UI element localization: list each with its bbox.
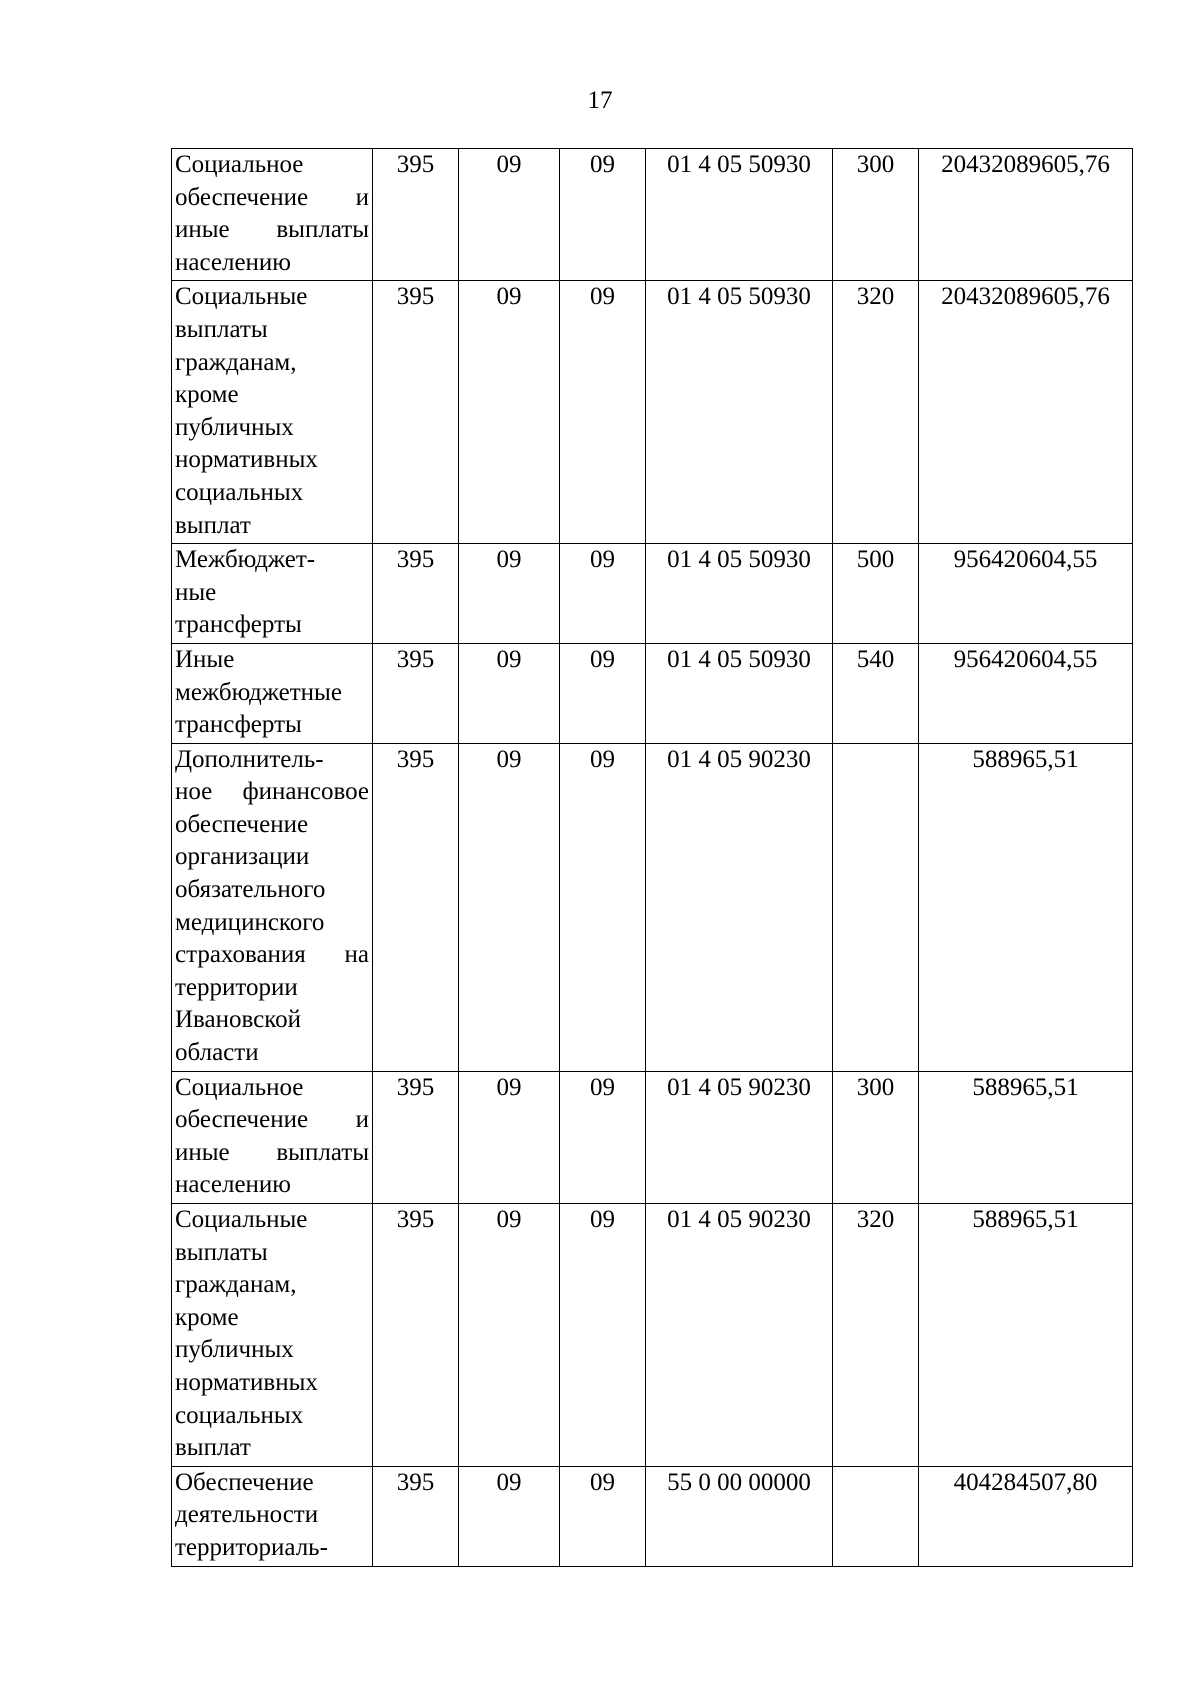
- amount-cell: 956420604,55: [919, 643, 1133, 743]
- item-name-line: кроме: [175, 1303, 239, 1331]
- item-name-cell: [172, 1204, 373, 1467]
- item-name-line: обеспечение: [175, 810, 309, 838]
- table-body: [172, 149, 1133, 1567]
- table-row: [172, 743, 1133, 1071]
- item-name-line: выплаты: [175, 315, 268, 343]
- table-row: [172, 149, 1133, 281]
- subsection-code-cell: 09: [560, 149, 646, 281]
- subsection-code-cell: 09: [560, 643, 646, 743]
- item-name-line: ное финансовое: [175, 778, 369, 806]
- item-name-cell: [172, 149, 373, 281]
- item-name-line: Иные: [175, 645, 235, 673]
- item-name-cell: [172, 1071, 373, 1203]
- amount-cell: 588965,51: [919, 1071, 1133, 1203]
- item-name-line: трансферты: [175, 611, 302, 639]
- expense-type-cell: 320: [833, 1204, 919, 1467]
- item-name-line: межбюджетные: [175, 678, 342, 706]
- item-name-line: территориаль-: [175, 1533, 328, 1561]
- item-name-line: медицинского: [175, 908, 325, 936]
- table-row: [172, 643, 1133, 743]
- section-code-cell: 09: [459, 743, 560, 1071]
- expense-type-cell: 300: [833, 149, 919, 281]
- item-name-line: Социальное: [175, 151, 304, 178]
- item-name-line: публичных: [175, 413, 294, 441]
- item-name-line: нормативных: [175, 446, 318, 474]
- expense-type-cell: [833, 743, 919, 1071]
- item-name-line: кроме: [175, 381, 239, 409]
- subsection-code-cell: 09: [560, 1071, 646, 1203]
- item-name-cell: [172, 281, 373, 544]
- item-name-line: выплаты: [175, 1238, 268, 1266]
- amount-cell: 20432089605,76: [919, 281, 1133, 544]
- target-article-cell: 01 4 05 50930: [646, 544, 833, 644]
- item-name-line: населению: [175, 1171, 291, 1199]
- item-name-line: деятельности: [175, 1501, 319, 1529]
- admin-code-cell: 395: [373, 544, 459, 644]
- section-code-cell: 09: [459, 1071, 560, 1203]
- target-article-cell: 01 4 05 90230: [646, 743, 833, 1071]
- item-name-line: выплат: [175, 1434, 251, 1462]
- section-code-cell: 09: [459, 1466, 560, 1566]
- amount-cell: 404284507,80: [919, 1466, 1133, 1566]
- admin-code-cell: 395: [373, 743, 459, 1071]
- item-name-cell: [172, 743, 373, 1071]
- expense-type-cell: 500: [833, 544, 919, 644]
- table-row: [172, 544, 1133, 644]
- expense-type-cell: 300: [833, 1071, 919, 1203]
- item-name-cell: [172, 643, 373, 743]
- section-code-cell: 09: [459, 149, 560, 281]
- target-article-cell: 01 4 05 90230: [646, 1204, 833, 1467]
- section-code-cell: 09: [459, 281, 560, 544]
- section-code-cell: 09: [459, 1204, 560, 1467]
- amount-cell: 956420604,55: [919, 544, 1133, 644]
- item-name-line: Социальные: [175, 283, 308, 311]
- item-name-line: области: [175, 1039, 259, 1067]
- item-name-line: гражданам,: [175, 348, 297, 376]
- item-name-line: трансферты: [175, 711, 302, 739]
- item-name-line: обязательного: [175, 876, 326, 904]
- item-name-line: обеспечение и: [175, 1106, 369, 1134]
- item-name-cell: [172, 544, 373, 644]
- subsection-code-cell: 09: [560, 544, 646, 644]
- item-name-line: обеспечение и: [175, 183, 369, 211]
- item-name-line: социальных: [175, 1401, 304, 1429]
- item-name-line: территории: [175, 973, 298, 1001]
- target-article-cell: 01 4 05 90230: [646, 1071, 833, 1203]
- table-row: [172, 1204, 1133, 1467]
- expense-type-cell: 320: [833, 281, 919, 544]
- expense-type-cell: 540: [833, 643, 919, 743]
- item-name-line: Социальные: [175, 1206, 308, 1233]
- subsection-code-cell: 09: [560, 1204, 646, 1467]
- item-name-line: нормативных: [175, 1368, 318, 1396]
- admin-code-cell: 395: [373, 1204, 459, 1467]
- item-name-line: Межбюджет-: [175, 546, 316, 574]
- item-name-line: населению: [175, 248, 291, 276]
- target-article-cell: 01 4 05 50930: [646, 149, 833, 281]
- item-name-line: социальных: [175, 478, 304, 506]
- item-name-line: выплат: [175, 511, 251, 539]
- target-article-cell: 01 4 05 50930: [646, 643, 833, 743]
- item-name-line: организации: [175, 843, 310, 871]
- subsection-code-cell: 09: [560, 1466, 646, 1566]
- item-name-line: иные выплаты: [175, 216, 369, 244]
- item-name-line: Дополнитель-: [175, 745, 324, 773]
- target-article-cell: 55 0 00 00000: [646, 1466, 833, 1566]
- item-name-line: Обеспечение: [175, 1468, 314, 1496]
- table-row: [172, 1071, 1133, 1203]
- section-code-cell: 09: [459, 544, 560, 644]
- admin-code-cell: 395: [373, 1466, 459, 1566]
- amount-cell: 20432089605,76: [919, 149, 1133, 281]
- admin-code-cell: 395: [373, 1071, 459, 1203]
- admin-code-cell: 395: [373, 149, 459, 281]
- target-article-cell: 01 4 05 50930: [646, 281, 833, 544]
- table-row: [172, 281, 1133, 544]
- item-name-line: Социальное: [175, 1073, 304, 1101]
- item-name-line: публичных: [175, 1336, 294, 1364]
- table-row: [172, 1466, 1133, 1566]
- expense-type-cell: [833, 1466, 919, 1566]
- item-name-line: страхования на: [175, 941, 369, 969]
- item-name-line: ные: [175, 578, 217, 606]
- subsection-code-cell: 09: [560, 743, 646, 1071]
- item-name-cell: [172, 1466, 373, 1566]
- item-name-line: иные выплаты: [175, 1138, 369, 1166]
- item-name-line: гражданам,: [175, 1271, 297, 1299]
- amount-cell: 588965,51: [919, 743, 1133, 1071]
- amount-cell: 588965,51: [919, 1204, 1133, 1467]
- admin-code-cell: 395: [373, 281, 459, 544]
- page-number: 17: [587, 87, 613, 114]
- subsection-code-cell: 09: [560, 281, 646, 544]
- item-name-line: Ивановской: [175, 1006, 302, 1034]
- admin-code-cell: 395: [373, 643, 459, 743]
- section-code-cell: 09: [459, 643, 560, 743]
- budget-table: [171, 148, 1133, 1567]
